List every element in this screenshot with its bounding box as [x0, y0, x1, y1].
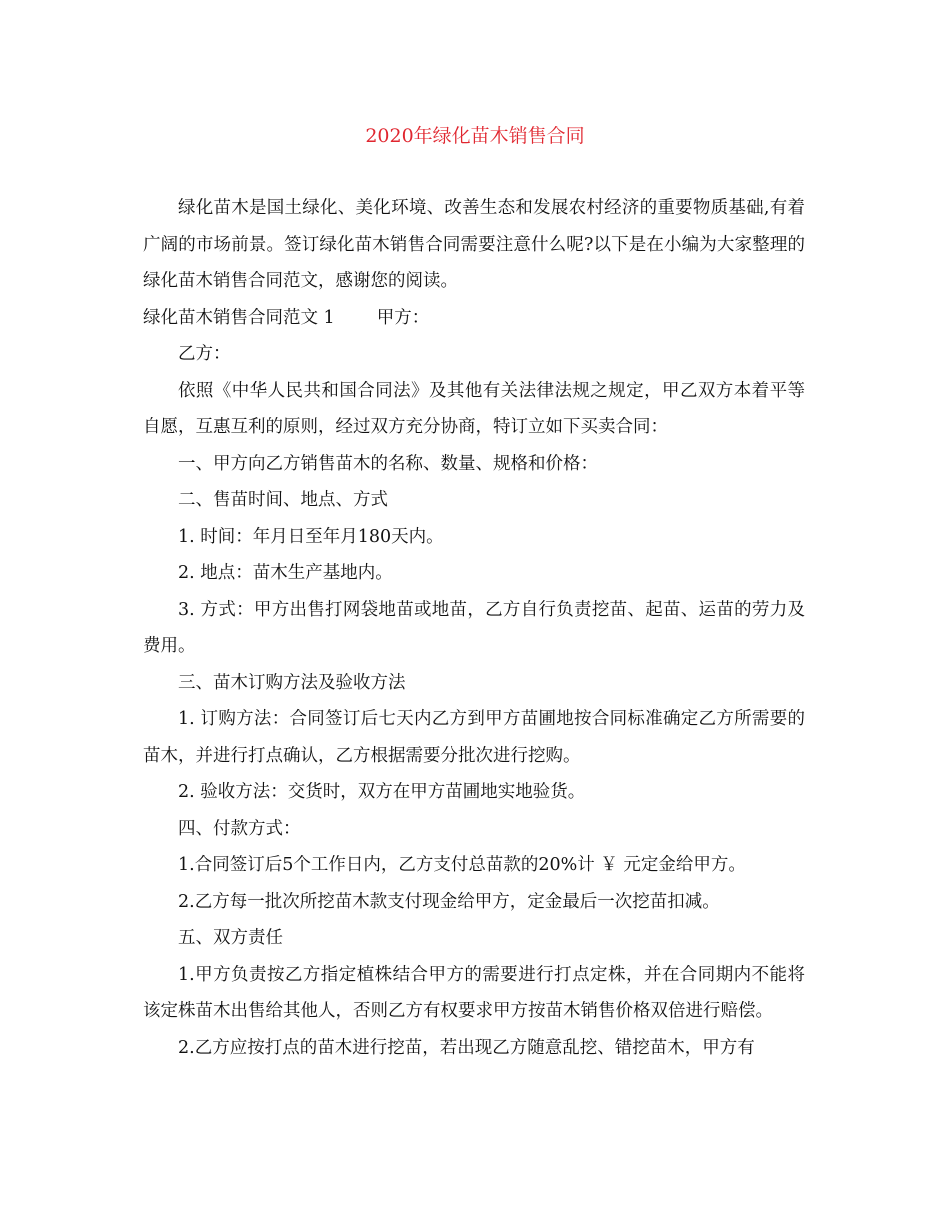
section-heading-line: [143, 300, 805, 337]
clause-item: 2.乙方应按打点的苗木进行挖苗，若出现乙方随意乱挖、错挖苗木，甲方有: [178, 1037, 755, 1058]
clause-item: 1. 时间：年月日至年月180天内。: [178, 526, 444, 547]
paragraph: 依照《中华人民共和国合同法》及其他有关法律法规之规定，甲乙双方本着平等自愿，互惠互利的原则，经过双方充分协商，特订立如下买卖合同：: [143, 380, 805, 437]
clause-heading: 三、苗木订购方法及验收方法: [178, 672, 406, 693]
clause-item: 1.甲方负责按乙方指定植株结合甲方的需要进行打点定株，并在合同期内不能将该定株苗木出售给其他人，否则乙方有权要求甲方按苗木销售价格双倍进行赔偿。: [143, 964, 805, 1021]
clause-heading: 一、甲方向乙方销售苗木的名称、数量、规格和价格：: [178, 453, 598, 474]
clause-item: 1.合同签订后5个工作日内，乙方支付总苗款的20%计 ￥ 元定金给甲方。: [178, 855, 746, 875]
clause-heading: 五、双方责任: [178, 928, 283, 948]
clause-item: 2.乙方每一批次所挖苗木款支付现金给甲方，定金最后一次挖苗扣减。: [178, 891, 720, 912]
party-b-label: 乙方：: [178, 344, 231, 364]
document-body: [143, 190, 805, 1066]
clause-heading: 四、付款方式：: [178, 818, 301, 839]
clause-heading: 二、售苗时间、地点、方式: [178, 490, 388, 510]
clause-item: 3. 方式：甲方出售打网袋地苗或地苗，乙方自行负责挖苗、起苗、运苗的劳力及费用。: [143, 599, 805, 656]
clause-item: 1. 订购方法：合同签订后七天内乙方到甲方苗圃地按合同标准确定乙方所需要的苗木，并进行打点确认，乙方根据需要分批次进行挖购。: [143, 709, 805, 766]
clause-item: 2. 地点：苗木生产基地内。: [178, 563, 393, 583]
party-a-label: 甲方：: [376, 307, 430, 328]
document-title: 2020年绿化苗木销售合同: [365, 125, 585, 147]
clause-item: 2. 验收方法：交货时，双方在甲方苗圃地实地验货。: [178, 782, 586, 802]
intro-paragraph: 绿化苗木是国土绿化、美化环境、改善生态和发展农村经济的重要物质基础,有着广阔的市场前景。签订绿化苗木销售合同需要注意什么呢?以下是在小编为大家整理的绿化苗木销售合同范文，感谢您的阅读。: [143, 198, 805, 291]
section-heading: 绿化苗木销售合同范文 1: [143, 307, 335, 328]
